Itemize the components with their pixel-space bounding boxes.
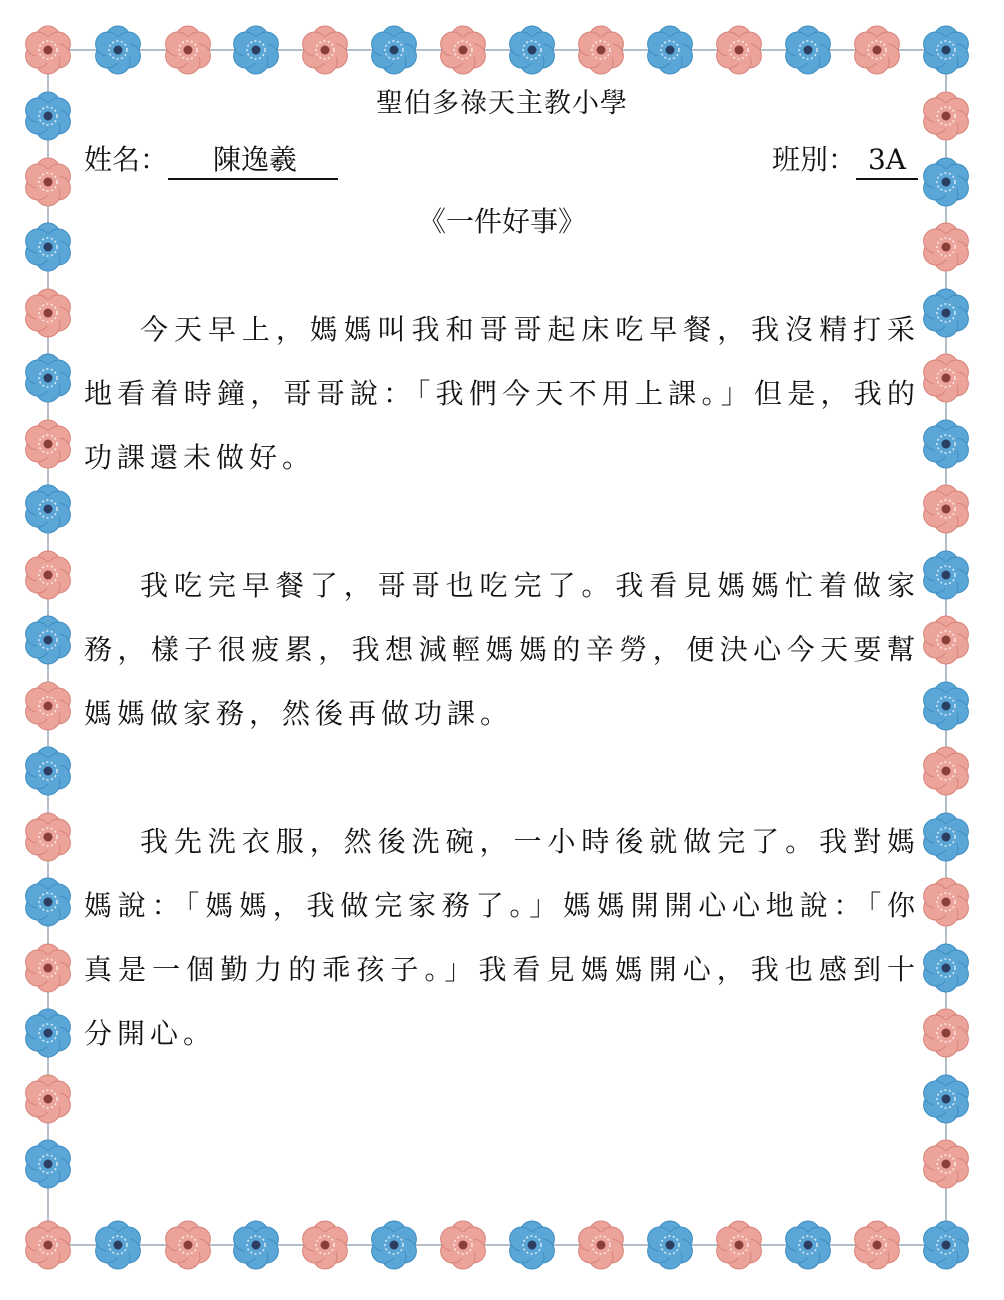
class-value: 3A bbox=[856, 142, 918, 180]
pink-flower-icon bbox=[26, 289, 71, 337]
essay-paragraph-3: 我先洗衣服，然後洗碗，一小時後就做完了。我對媽媽說：「媽媽，我做完家務了。」媽媽開開心心地說：「你真是一個勤力的乖孩子。」我看見媽媽開心，我也感到十分開心。 bbox=[84, 825, 920, 1050]
pink-flower-icon bbox=[717, 26, 762, 74]
blue-flower-icon bbox=[924, 1221, 969, 1269]
blue-flower-icon bbox=[924, 682, 969, 730]
blue-flower-icon bbox=[234, 1221, 279, 1269]
name-label: 姓名： bbox=[84, 143, 169, 176]
pink-flower-icon bbox=[924, 1009, 969, 1057]
blue-flower-icon bbox=[510, 1221, 555, 1269]
pink-flower-icon bbox=[441, 1221, 486, 1269]
blue-flower-icon bbox=[924, 1075, 969, 1123]
blue-flower-icon bbox=[372, 1221, 417, 1269]
pink-flower-icon bbox=[166, 26, 211, 74]
pink-flower-icon bbox=[924, 747, 969, 795]
pink-flower-icon bbox=[924, 354, 969, 402]
blue-flower-icon bbox=[26, 1009, 71, 1057]
class-row bbox=[772, 140, 918, 180]
pink-flower-icon bbox=[579, 26, 624, 74]
pink-flower-icon bbox=[303, 26, 348, 74]
blue-flower-icon bbox=[26, 747, 71, 795]
pink-flower-icon bbox=[26, 813, 71, 861]
pink-flower-icon bbox=[166, 1221, 211, 1269]
pink-flower-icon bbox=[26, 682, 71, 730]
essay-title: 《一件好事》 bbox=[417, 205, 586, 238]
pink-flower-icon bbox=[579, 1221, 624, 1269]
pink-flower-icon bbox=[924, 878, 969, 926]
pink-flower-icon bbox=[26, 551, 71, 599]
blue-flower-icon bbox=[372, 26, 417, 74]
blue-flower-icon bbox=[510, 26, 555, 74]
pink-flower-icon bbox=[855, 1221, 900, 1269]
pink-flower-icon bbox=[26, 158, 71, 206]
blue-flower-icon bbox=[26, 616, 71, 664]
blue-flower-icon bbox=[648, 26, 693, 74]
class-label: 班別： bbox=[771, 143, 856, 176]
pink-flower-icon bbox=[303, 1221, 348, 1269]
pink-flower-icon bbox=[26, 944, 71, 992]
blue-flower-icon bbox=[924, 158, 969, 206]
blue-flower-icon bbox=[924, 26, 969, 74]
blue-flower-icon bbox=[96, 1221, 141, 1269]
blue-flower-icon bbox=[26, 354, 71, 402]
blue-flower-icon bbox=[924, 551, 969, 599]
blue-flower-icon bbox=[924, 289, 969, 337]
blue-flower-icon bbox=[924, 420, 969, 468]
blue-flower-icon bbox=[648, 1221, 693, 1269]
school-title: 聖伯多祿天主教小學 bbox=[376, 88, 628, 119]
pink-flower-icon bbox=[924, 616, 969, 664]
blue-flower-icon bbox=[924, 813, 969, 861]
pink-flower-icon bbox=[26, 420, 71, 468]
blue-flower-icon bbox=[96, 26, 141, 74]
blue-flower-icon bbox=[234, 26, 279, 74]
blue-flower-icon bbox=[924, 944, 969, 992]
blue-flower-icon bbox=[786, 1221, 831, 1269]
student-name-value: 陳逸羲 bbox=[168, 142, 338, 180]
pink-flower-icon bbox=[26, 26, 71, 74]
blue-flower-icon bbox=[26, 878, 71, 926]
pink-flower-icon bbox=[924, 1140, 969, 1188]
pink-flower-icon bbox=[26, 1075, 71, 1123]
pink-flower-icon bbox=[855, 26, 900, 74]
pink-flower-icon bbox=[441, 26, 486, 74]
essay-paragraph-1: 今天早上，媽媽叫我和哥哥起床吃早餐，我沒精打采地看着時鐘，哥哥說：「我們今天不用上課。」但是，我的功課還未做好。 bbox=[84, 313, 920, 474]
essay-paragraph-2: 我吃完早餐了，哥哥也吃完了。我看見媽媽忙着做家務，樣子很疲累，我想減輕媽媽的辛勞，便決心今天要幫媽媽做家務，然後再做功課。 bbox=[84, 569, 920, 730]
pink-flower-icon bbox=[26, 1221, 71, 1269]
blue-flower-icon bbox=[786, 26, 831, 74]
student-name-row bbox=[84, 140, 338, 180]
blue-flower-icon bbox=[26, 1140, 71, 1188]
pink-flower-icon bbox=[717, 1221, 762, 1269]
blue-flower-icon bbox=[26, 485, 71, 533]
pink-flower-icon bbox=[924, 485, 969, 533]
